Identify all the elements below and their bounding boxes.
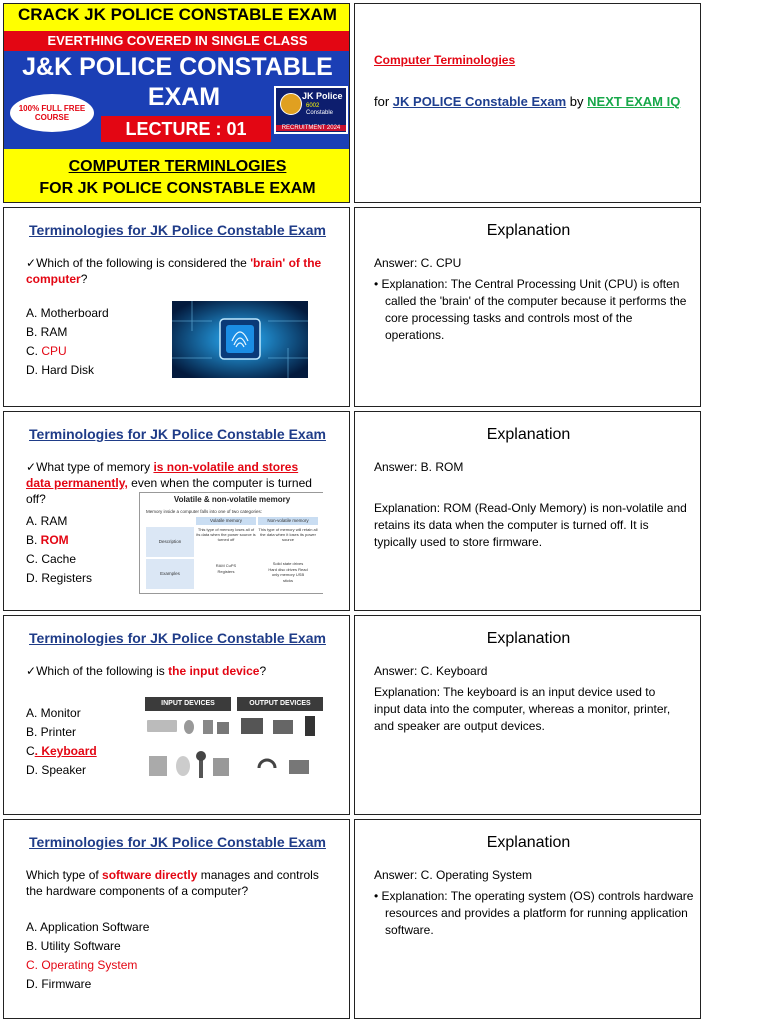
explanation-text: • Explanation: The operating system (OS) controls hardware resources and provides a platform for running application software.	[374, 889, 694, 937]
question-text: Which type of software directly manages and controls the hardware components of a computer?	[26, 868, 319, 898]
question-text: ✓Which of the following is the input device?	[26, 664, 267, 678]
speaker-icon	[305, 716, 315, 736]
option-c: C. Keyboard	[26, 744, 97, 758]
option-d: D. Speaker	[26, 763, 87, 777]
brand-link[interactable]: NEXT EXAM IQ	[587, 94, 681, 109]
options-list	[26, 918, 149, 994]
answer-text: Answer: C. Operating System	[374, 868, 533, 882]
monitor-icon	[241, 718, 263, 734]
lecture-label: LECTURE : 01	[101, 116, 271, 142]
option-a: A. Monitor	[26, 706, 81, 720]
question-text: ✓Which of the following is considered the 'brain' of the computer?	[26, 256, 322, 286]
option-c: C. Cache	[26, 552, 77, 566]
explanation-slide-2	[354, 411, 701, 611]
option-a: A. Motherboard	[26, 306, 109, 320]
projector-icon	[289, 760, 309, 774]
question-slide-4	[3, 819, 350, 1019]
option-c: C. Operating System	[26, 958, 138, 972]
option-d: D. Registers	[26, 571, 93, 585]
check-icon: ✓	[26, 256, 37, 270]
question-slide-1	[3, 207, 350, 407]
option-a: A. Application Software	[26, 920, 150, 934]
memory-table-image: Volatile & non-volatile memory Memory inside a computer falls into one of two categories: Volatile memory Non-volatile memory Description This type of memory loses all of its data when the power source is turned off This type of memory will retain all the data when it loses its power source Examples RAM CuPS Registers Solid state drives Hard disc drives Read only memory USB sticks	[139, 492, 323, 594]
explanation-title: Explanation	[486, 222, 571, 239]
option-b: B. ROM	[26, 533, 69, 547]
cover-headline: CRACK JK POLICE CONSTABLE EXAM	[18, 5, 337, 24]
explanation-text: Explanation: ROM (Read-Only Memory) is non-volatile and retains its data when the computer is turned off. It is typically used to store firmware.	[374, 501, 687, 549]
question-slide-3	[3, 615, 350, 815]
police-seal-icon	[280, 93, 302, 115]
io-devices-image: INPUT DEVICES OUTPUT DEVICES	[141, 694, 327, 806]
options-list	[26, 304, 109, 380]
answer-text: Answer: B. ROM	[374, 460, 464, 474]
question-slide-2	[3, 411, 350, 611]
option-d: D. Hard Disk	[26, 363, 95, 377]
cpu-chip-image	[172, 301, 308, 378]
slide-title: Terminologies for JK Police Constable Exam	[29, 630, 326, 646]
free-course-badge: 100% FULL FREE COURSE	[10, 94, 94, 132]
slide-title: Terminologies for JK Police Constable Exam	[29, 834, 326, 850]
explanation-title: Explanation	[486, 426, 571, 443]
slide-title: Terminologies for JK Police Constable Exam	[29, 222, 326, 238]
explanation-slide-4	[354, 819, 701, 1019]
question-text: ✓What type of memory is non-volatile and stores data permanently, even when the computer is turned off?	[26, 460, 312, 506]
check-icon: ✓	[26, 460, 37, 474]
headphones-icon	[259, 760, 275, 768]
options-list	[26, 512, 92, 588]
explanation-title: Explanation	[486, 630, 571, 647]
option-b: B. Utility Software	[26, 939, 121, 953]
cover-banner: EVERTHING COVERED IN SINGLE CLASS	[4, 31, 350, 51]
option-c: C. CPU	[26, 344, 67, 358]
cover-title-exam: EXAM	[147, 83, 221, 111]
check-icon: ✓	[26, 664, 37, 678]
mouse-icon	[184, 720, 194, 734]
camera-icon	[213, 758, 229, 776]
cover-topic: COMPUTER TERMINLOGIES	[68, 158, 287, 175]
options-list	[26, 704, 97, 780]
printer-icon	[273, 720, 293, 734]
bio-reader-icon	[176, 756, 190, 776]
joystick-icon	[203, 720, 213, 734]
option-b: B. RAM	[26, 325, 68, 339]
intro-line: for JK POLICE Constable Exam by NEXT EXAM IQ	[374, 94, 681, 109]
explanation-text: Explanation: The keyboard is an input device used to input data into the computer, whereas a monitor, printer, and speaker are output devices.	[374, 685, 671, 733]
intro-heading: Computer Terminologies	[374, 53, 516, 67]
option-d: D. Firmware	[26, 977, 92, 991]
explanation-slide-1	[354, 207, 701, 407]
explanation-slide-3	[354, 615, 701, 815]
answer-text: Answer: C. Keyboard	[374, 664, 488, 678]
jk-police-logo: JK Police 6002 Constable RECRUITMENT 2024	[274, 86, 348, 134]
intro-slide	[354, 3, 701, 203]
exam-link[interactable]: JK POLICE Constable Exam	[392, 94, 567, 109]
cover-topic-sub: FOR JK POLICE CONSTABLE EXAM	[39, 180, 316, 197]
webcam-icon	[217, 722, 229, 734]
option-a: A. RAM	[26, 514, 68, 528]
answer-text: Answer: C. CPU	[374, 256, 462, 270]
option-b: B. Printer	[26, 725, 77, 739]
cover-title: J&K POLICE CONSTABLE	[22, 53, 333, 81]
keyboard-icon	[147, 720, 177, 732]
explanation-text: • Explanation: The Central Processing Unit (CPU) is often called the 'brain' of the computer because it performs the core processing tasks and controls most of the operations.	[374, 277, 687, 342]
slide-title: Terminologies for JK Police Constable Exam	[29, 426, 326, 442]
cover-slide	[3, 3, 350, 203]
explanation-title: Explanation	[486, 834, 571, 851]
scanner-icon	[149, 756, 167, 776]
